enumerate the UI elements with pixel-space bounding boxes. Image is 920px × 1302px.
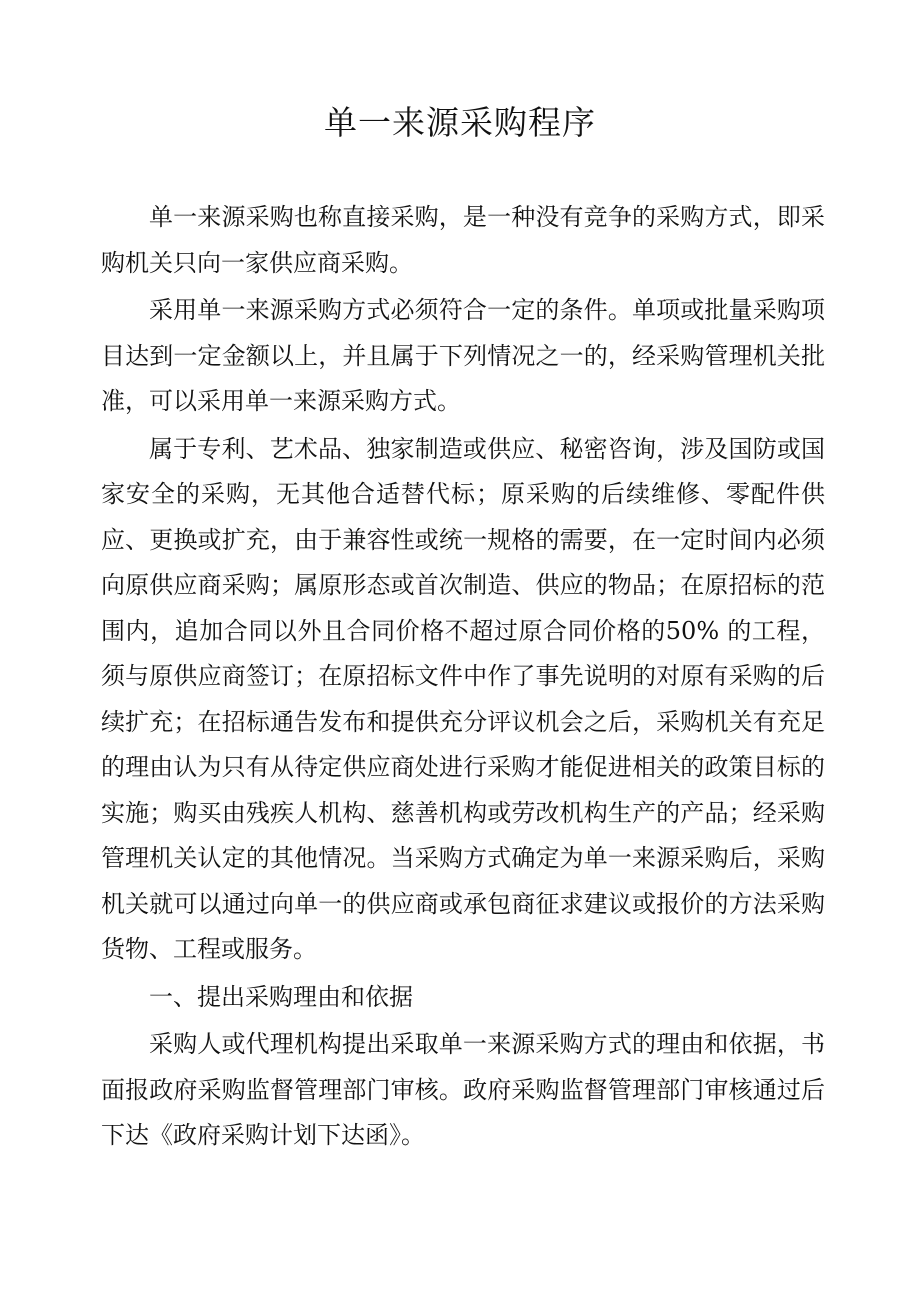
paragraph-reasons: 采购人或代理机构提出采取单一来源采购方式的理由和依据，书面报政府采购监督管理部门审核。政府采购监督管理部门审核通过后下达《政府采购计划下达函》。 (101, 1030, 825, 1149)
paragraph-applicable-cases: 属于专利、艺术品、独家制造或供应、秘密咨询，涉及国防或国家安全的采购，无其他合适替代标；原采购的后续维修、零配件供应、更换或扩充，由于兼容性或统一规格的需要，在一定时间内必须向原供应商采购；属原形态或首次制造、供应的物品；在原招标的范围内，追加合同以外且合同价格不超过原合同价格的50% 的工程，须与原供应商签订；在原招标文件中作了事先说明的对原有采购的后续扩充；在招标通告发布和提供充分评议机会之后，采购机关有充足的理由认为只有从待定供应商处进行采购才能促进相关的政策目标的实施；购买由残疾人机构、慈善机构或劳改机构生产的产品；经采购管理机关认定的其他情况。当采购方式确定为单一来源采购后，采购机关就可以通过向单一的供应商或承包商征求建议或报价的方法采购货物、工程或服务。 (101, 434, 825, 963)
paragraph-definition: 单一来源采购也称直接采购，是一种没有竞争的采购方式，即采购机关只向一家供应商采购。 (101, 203, 825, 277)
document-body (101, 195, 825, 1161)
page-title: 单一来源采购程序 (324, 103, 596, 142)
paragraph-conditions: 采用单一来源采购方式必须符合一定的条件。单项或批量采购项目达到一定金额以上，并且属于下列情况之一的，经采购管理机关批准，可以采用单一来源采购方式。 (101, 296, 825, 415)
section-heading-reasons: 一、提出采购理由和依据 (149, 982, 413, 1011)
